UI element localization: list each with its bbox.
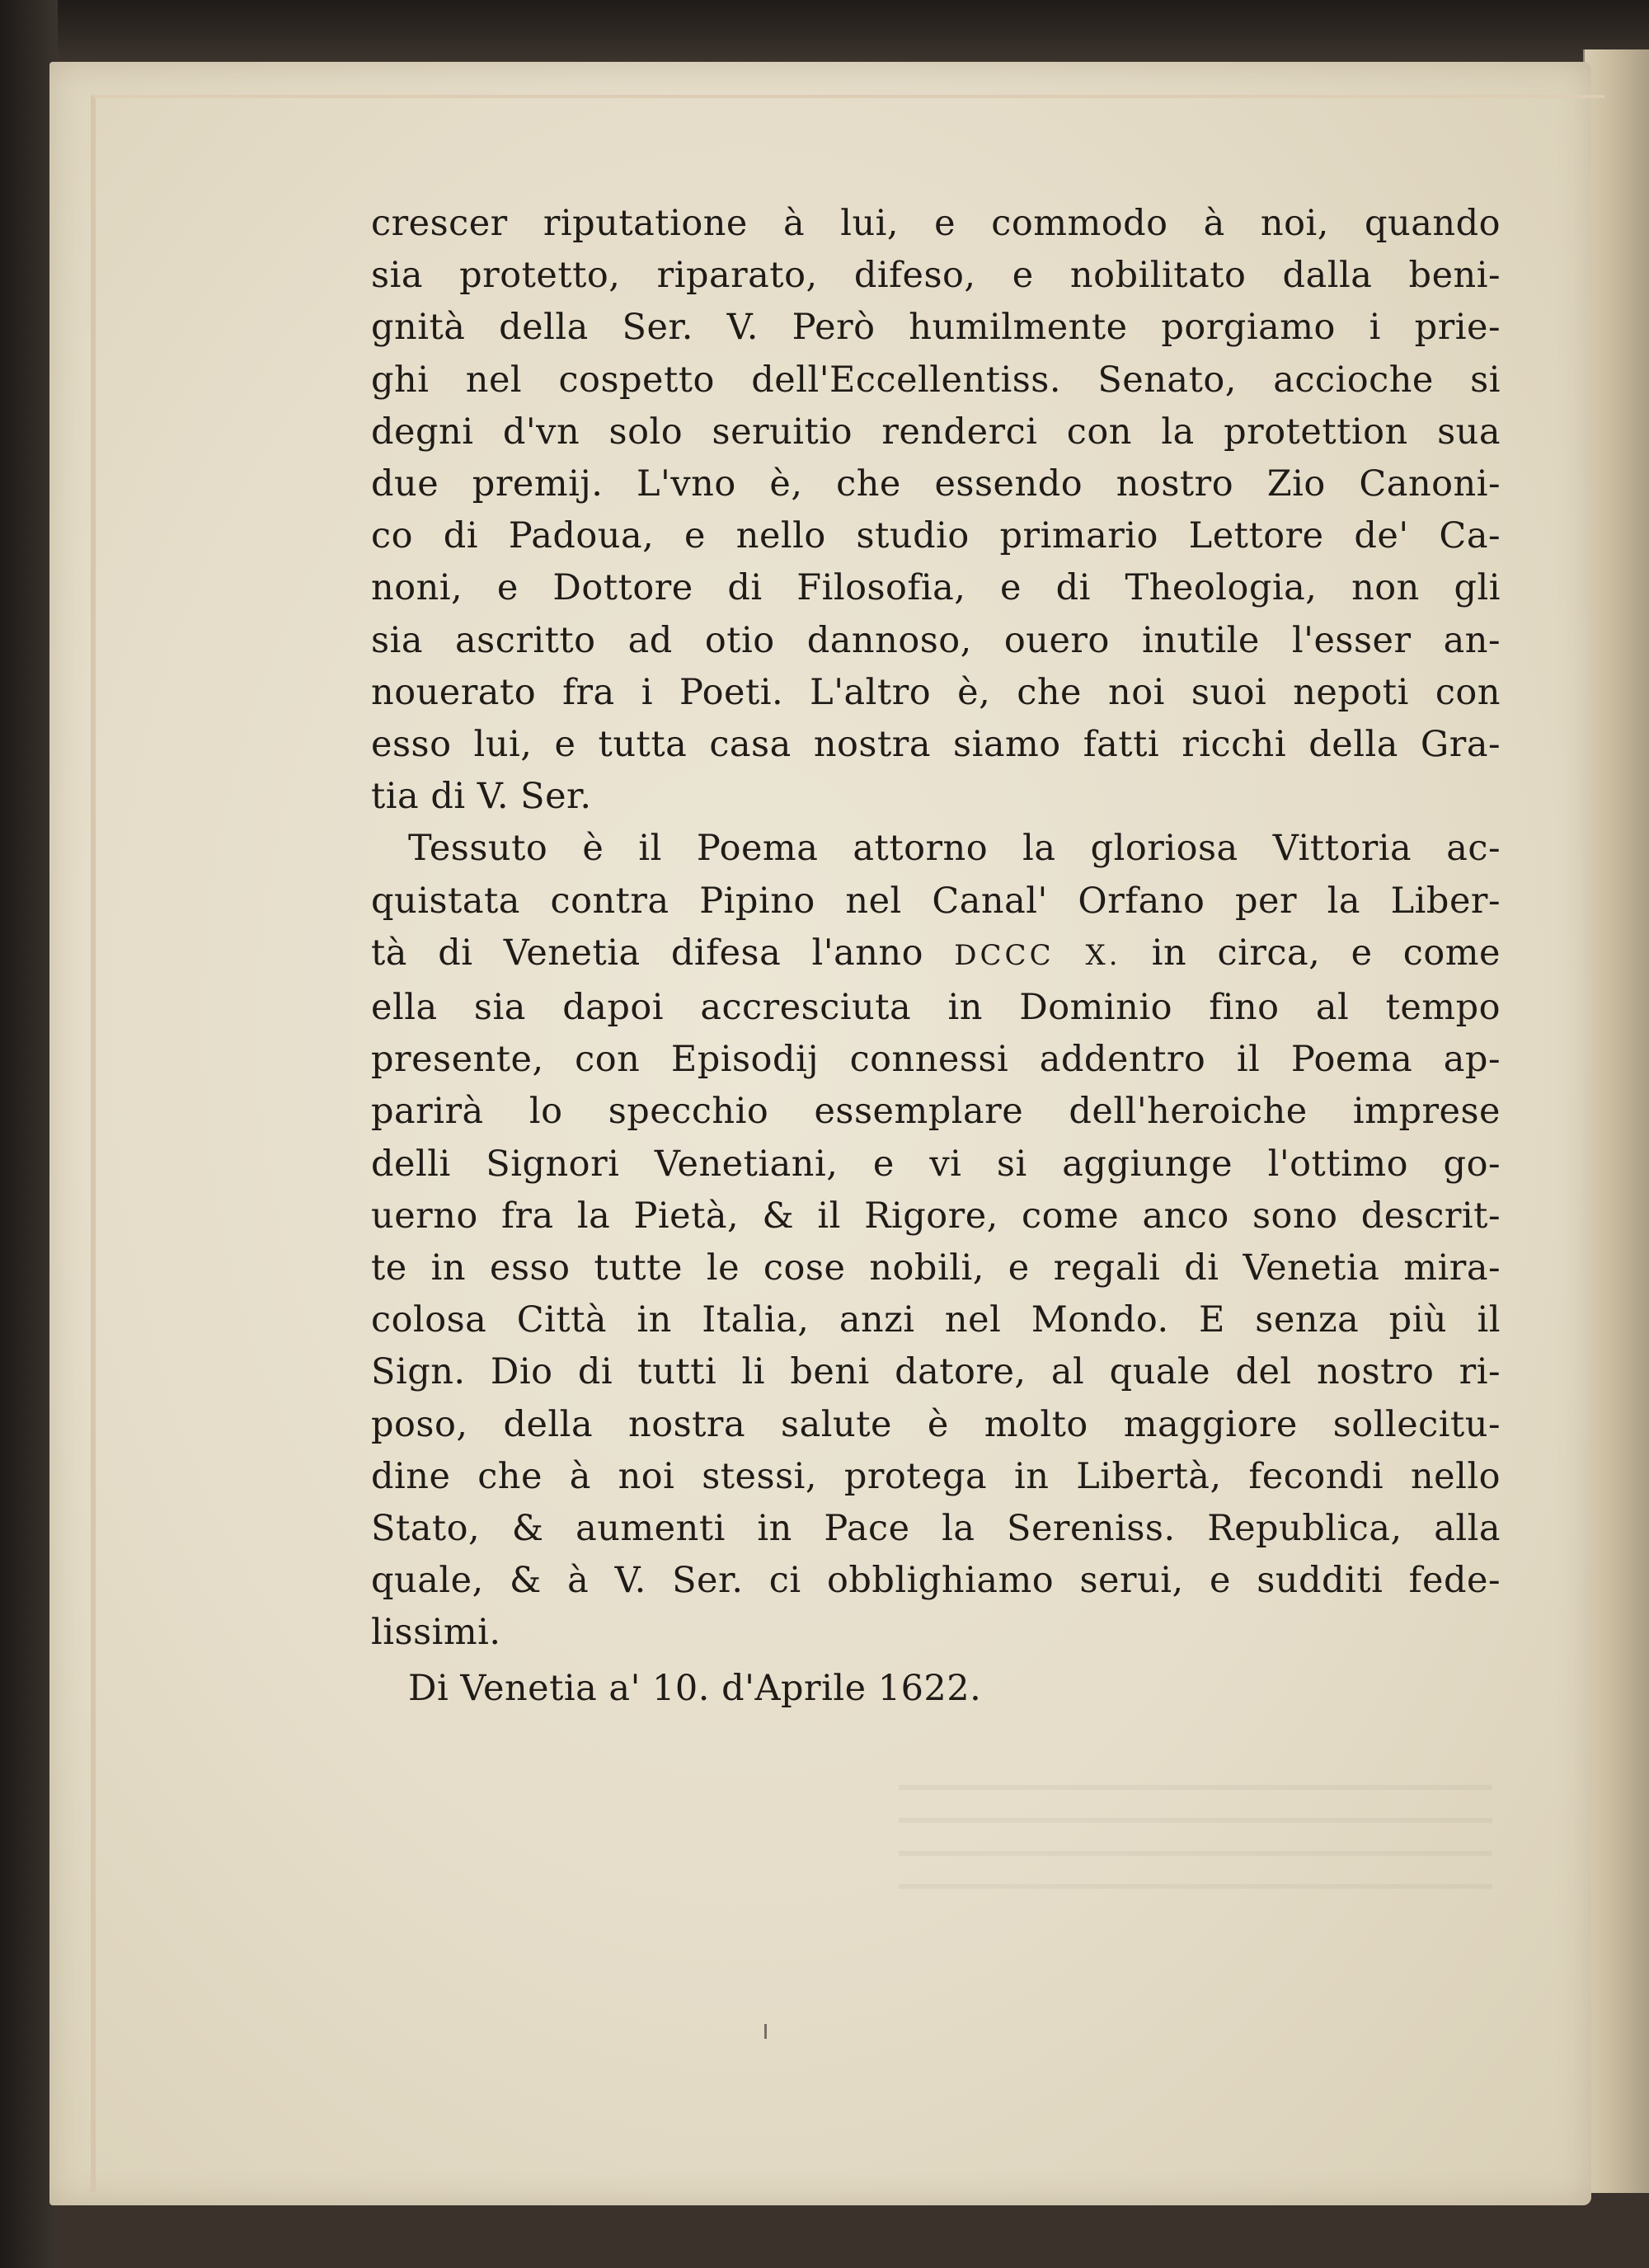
text-line: crescer riputatione à lui, e commodo à noi, quando — [371, 203, 1501, 244]
text-fragment: in circa, e come — [1151, 932, 1501, 974]
text-line: sia ascritto ad otio dannoso, ouero inutile l'esser an- — [371, 619, 1501, 661]
text-line: noni, e Dottore di Filosofia, e di Theologia, non gli — [371, 567, 1501, 609]
text-line: co di Padoua, e nello studio primario Lettore de' Ca- — [371, 515, 1501, 557]
text-line: ella sia dapoi accresciuta in Dominio fino al tempo — [371, 987, 1501, 1029]
text-line-with-year — [371, 927, 1501, 982]
top-shadow — [0, 0, 1649, 66]
text-line: gnità della Ser. V. Però humilmente porgiamo i prie- — [371, 307, 1501, 349]
text-line: lissimi. — [371, 1612, 501, 1654]
text-line: uerno fra la Pietà, & il Rigore, come anco sono descrit- — [371, 1195, 1501, 1237]
dateline: Di Venetia a' 10. d'Aprile 1622. — [408, 1667, 982, 1709]
text-line: tia di V. Ser. — [371, 776, 592, 818]
text-line: te in esso tutte le cose nobili, e regali di Venetia mira- — [371, 1247, 1501, 1289]
text-line: poso, della nostra salute è molto maggiore sollecitu- — [371, 1403, 1501, 1445]
roman-year: DCCC X. — [954, 938, 1121, 972]
text-line: quale, & à V. Ser. ci obblighiamo serui, e sudditi fede- — [371, 1560, 1501, 1602]
text-line: dine che à noi stessi, protega in Libertà, fecondi nello — [371, 1455, 1501, 1497]
facing-page-edge — [1583, 49, 1649, 2193]
text-line: Tessuto è il Poema attorno la gloriosa Vittoria ac- — [408, 828, 1501, 870]
text-line: esso lui, e tutta casa nostra siamo fatti ricchi della Gra- — [371, 724, 1501, 766]
text-line: Sign. Dio di tutti li beni datore, al quale del nostro ri- — [371, 1351, 1501, 1393]
text-line: colosa Città in Italia, anzi nel Mondo. E senza più il — [371, 1299, 1501, 1341]
text-line: due premij. L'vno è, che essendo nostro Zio Canoni- — [371, 463, 1501, 505]
text-line: ghi nel cospetto dell'Eccellentiss. Senato, accioche si — [371, 359, 1501, 401]
text-line: degni d'vn solo seruitio renderci con la protettion sua — [371, 411, 1501, 453]
text-line: Stato, & aumenti in Pace la Sereniss. Republica, alla — [371, 1508, 1501, 1550]
text-line: parirà lo specchio essemplare dell'heroiche imprese — [371, 1091, 1501, 1133]
text-line: delli Signori Venetiani, e vi si aggiunge l'ottimo go- — [371, 1143, 1501, 1185]
page-mark — [764, 2024, 767, 2039]
text-line: quistata contra Pipino nel Canal' Orfano per la Liber- — [371, 880, 1501, 922]
show-through-ghost-text — [899, 1785, 1492, 1900]
text-line: nouerato fra i Poeti. L'altro è, che noi suoi nepoti con — [371, 671, 1501, 713]
body-text — [371, 198, 1501, 1715]
text-line: presente, con Episodij connessi addentro il Poema ap- — [371, 1039, 1501, 1081]
text-line: sia protetto, riparato, difeso, e nobilitato dalla beni- — [371, 255, 1501, 297]
text-fragment: tà di Venetia difesa l'anno — [371, 932, 923, 974]
